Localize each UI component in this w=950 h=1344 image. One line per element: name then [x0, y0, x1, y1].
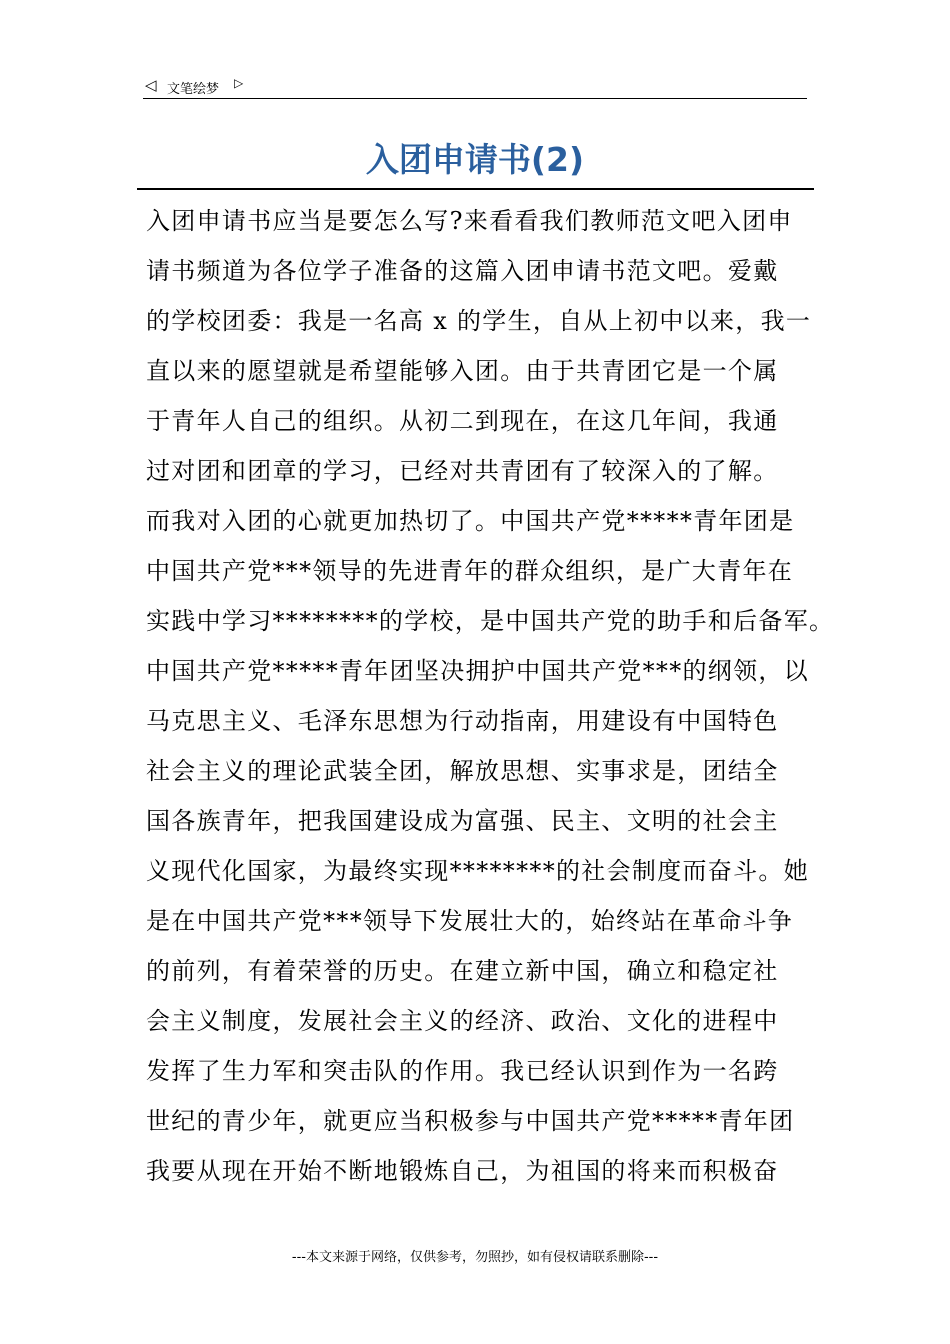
triangle-left-icon: ◁	[145, 76, 157, 94]
body-line: 会主义制度，发展社会主义的经济、政治、文化的进程中	[146, 1007, 779, 1035]
page-header	[143, 72, 807, 99]
document-body	[146, 196, 836, 1196]
body-line: 过对团和团章的学习，已经对共青团有了较深入的了解。	[146, 457, 779, 485]
body-line: 直以来的愿望就是希望能够入团。由于共青团它是一个属	[146, 357, 779, 385]
body-line: 马克思主义、毛泽东思想为行动指南，用建设有中国特色	[146, 707, 779, 735]
triangle-right-icon: ▷	[234, 76, 244, 90]
body-line: 中国共产党*****青年团坚决拥护中国共产党***的纲领，以	[146, 657, 809, 685]
title-divider	[137, 188, 814, 190]
page-footer: ---本文来源于网络，仅供参考，勿照抄，如有侵权请联系删除---	[291, 1250, 659, 1265]
document-title: 入团申请书(2)	[365, 140, 585, 179]
body-line: 中国共产党***领导的先进青年的群众组织，是广大青年在	[146, 557, 794, 585]
body-line: 国各族青年，把我国建设成为富强、民主、文明的社会主	[146, 807, 779, 835]
body-line: 的学校团委：我是一名高 x 的学生，自从上初中以来，我一	[146, 307, 812, 335]
body-line: 发挥了生力军和突击队的作用。我已经认识到作为一名跨	[146, 1057, 779, 1085]
body-line: 社会主义的理论武装全团，解放思想、实事求是，团结全	[146, 757, 779, 785]
body-line: 的前列，有着荣誉的历史。在建立新中国，确立和稳定社	[146, 957, 779, 985]
body-line: 是在中国共产党***领导下发展壮大的，始终站在革命斗争	[146, 907, 794, 935]
body-line: 实践中学习********的学校，是中国共产党的助手和后备军。	[146, 607, 835, 635]
body-line: 义现代化国家，为最终实现********的社会制度而奋斗。她	[146, 857, 809, 885]
body-line: 请书频道为各位学子准备的这篇入团申请书范文吧。爱戴	[146, 257, 779, 285]
body-line: 世纪的青少年，就更应当积极参与中国共产党*****青年团	[146, 1107, 795, 1135]
header-brand: 文笔绘梦	[167, 82, 220, 97]
body-line: 我要从现在开始不断地锻炼自己，为祖国的将来而积极奋	[146, 1157, 779, 1185]
body-line: 于青年人自己的组织。从初二到现在，在这几年间，我通	[146, 407, 779, 435]
body-line: 入团申请书应当是要怎么写?来看看我们教师范文吧入团申	[146, 207, 793, 235]
body-line: 而我对入团的心就更加热切了。中国共产党*****青年团是	[146, 507, 795, 535]
